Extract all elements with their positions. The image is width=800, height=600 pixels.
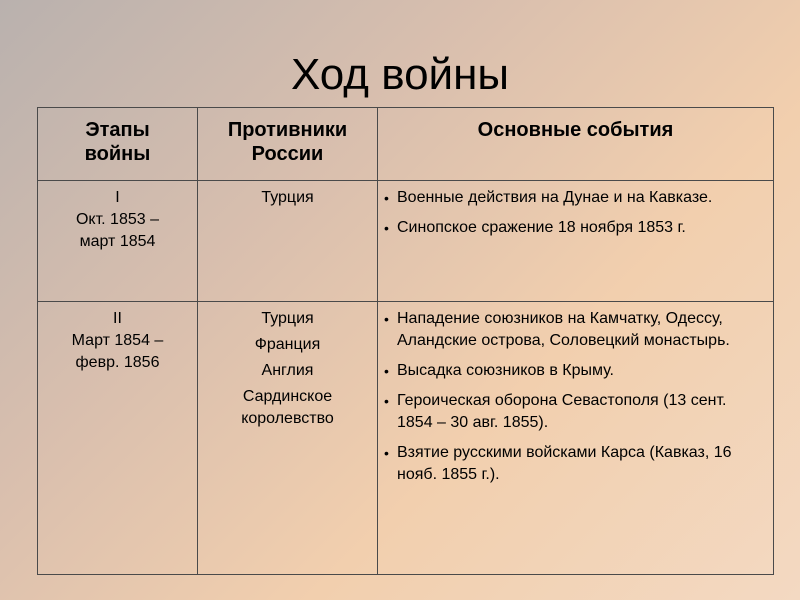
opponent-item: Сардинское королевство (241, 388, 334, 427)
war-course-table (37, 107, 774, 575)
event-item (384, 390, 765, 434)
header-opponents (198, 108, 378, 181)
event-text: Нападение союзников на Камчатку, Одессу, Аландские острова, Соловецкий монастырь. (397, 310, 730, 349)
header-stage (38, 108, 198, 181)
bullet-icon: • (384, 190, 389, 206)
header-opponents-line-2: России (251, 143, 324, 165)
events-cell (378, 302, 774, 575)
slide-title: Ход войны (290, 50, 510, 99)
event-item (384, 187, 765, 209)
bullet-icon: • (384, 393, 389, 409)
opponents-cell (198, 302, 378, 575)
header-events-line-1: Основные события (477, 119, 674, 141)
event-text: Высадка союзников в Крыму. (397, 362, 614, 379)
stage-number: I (115, 189, 120, 206)
bullet-icon: • (384, 220, 389, 236)
header-stage-line-2: войны (84, 143, 151, 165)
event-item (384, 308, 765, 352)
opponent-item: Турция (261, 189, 314, 206)
event-text: Военные действия на Дунае и на Кавказе. (397, 189, 713, 206)
stage-period-line: Окт. 1853 – (75, 211, 159, 228)
header-stage-line-1: Этапы (85, 119, 150, 141)
stage-number: II (113, 310, 122, 327)
stage-period-line: февр. 1856 (75, 354, 160, 371)
event-item (384, 360, 765, 382)
bullet-icon: • (384, 363, 389, 379)
table-row (38, 181, 774, 302)
event-text: Взятие русскими войсками Карса (Кавказ, 16 нояб. 1855 г.). (397, 444, 732, 483)
bullet-icon: • (384, 311, 389, 327)
opponent-item: Франция (254, 336, 321, 353)
event-item (384, 217, 765, 239)
stage-cell (38, 302, 198, 575)
opponent-item: Турция (261, 310, 314, 327)
header-opponents-line-1: Противники (227, 119, 348, 141)
event-text: Синопское сражение 18 ноября 1853 г. (397, 219, 686, 236)
bullet-icon: • (384, 445, 389, 461)
stage-period-line: Март 1854 – (71, 332, 164, 349)
event-text: Героическая оборона Севастополя (13 сент. 1854 – 30 авг. 1855). (397, 392, 727, 431)
event-item (384, 442, 765, 486)
stage-period-line: март 1854 (79, 233, 156, 250)
table-row (38, 302, 774, 575)
header-events (378, 108, 774, 181)
stage-cell (38, 181, 198, 302)
opponents-cell (198, 181, 378, 302)
opponent-item: Англия (261, 362, 314, 379)
table-header-row (38, 108, 774, 181)
events-cell (378, 181, 774, 302)
